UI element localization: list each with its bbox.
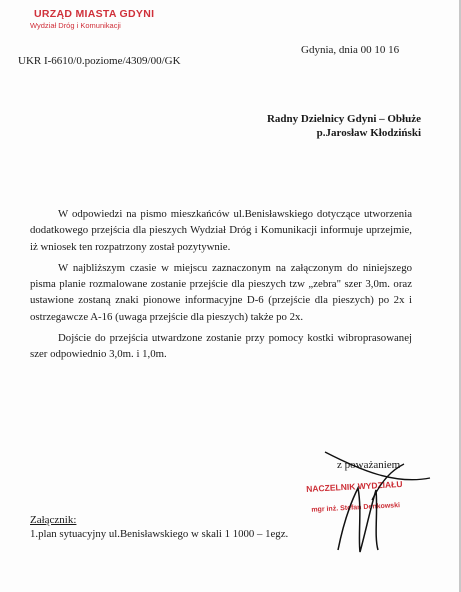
attachment-item: 1.plan sytuacyjny ul.Benisławskiego w skali 1 1000 – 1egz. [30,528,289,540]
addressee-line2: p.Jarosław Kłodziński [316,127,421,139]
office-stamp-line2: Wydział Dróg i Komunikacji [30,21,121,30]
handwritten-signature [300,440,440,560]
body-paragraph: W odpowiedzi na pismo mieszkańców ul.Benisławskiego dotyczące utworzenia dodatkowego przejścia dla pieszych Wydział Dróg i Komunikacji informuje uprzejmie, iż wniosek ten rozpatrzony został pozytywnie. [30,208,412,253]
place-date: Gdynia, dnia 00 10 16 [301,44,400,56]
signature-stamp-name: mgr inż. Stefan Denkowski [311,502,401,514]
closing-text: z poważaniem [337,459,401,471]
reference-number: UKR I-6610/0.poziome/4309/00/GK [18,55,181,67]
body-paragraph: W najbliższym czasie w miejscu zaznaczonym na załączonym do niniejszego pisma planie rozmalowane zostanie przejście dla pieszych tzw „zebra" szer 3,0m. oraz ustawione zostaną znaki pionowe informacyjne D-6 (przejście dla pieszych) po 2x i ostrzegawcze A-16 (uwaga przejście dla pieszych) także po 2x. [30,261,412,323]
body-paragraph: Dojście do przejścia utwardzone zostanie przy pomocy kostki wibroprasowanej szer odpowiednio 3,0m. i 1,0m. [30,332,412,361]
letter-body [30,206,412,368]
office-stamp-line1: URZĄD MIASTA GDYNI [34,8,155,20]
addressee-block [267,112,421,140]
attachment-title: Załącznik: [30,514,77,526]
signature-stamp-title: NACZELNIK WYDZIAŁU [306,478,403,494]
addressee-line1: Radny Dzielnicy Gdyni – Obłuże [266,113,421,125]
